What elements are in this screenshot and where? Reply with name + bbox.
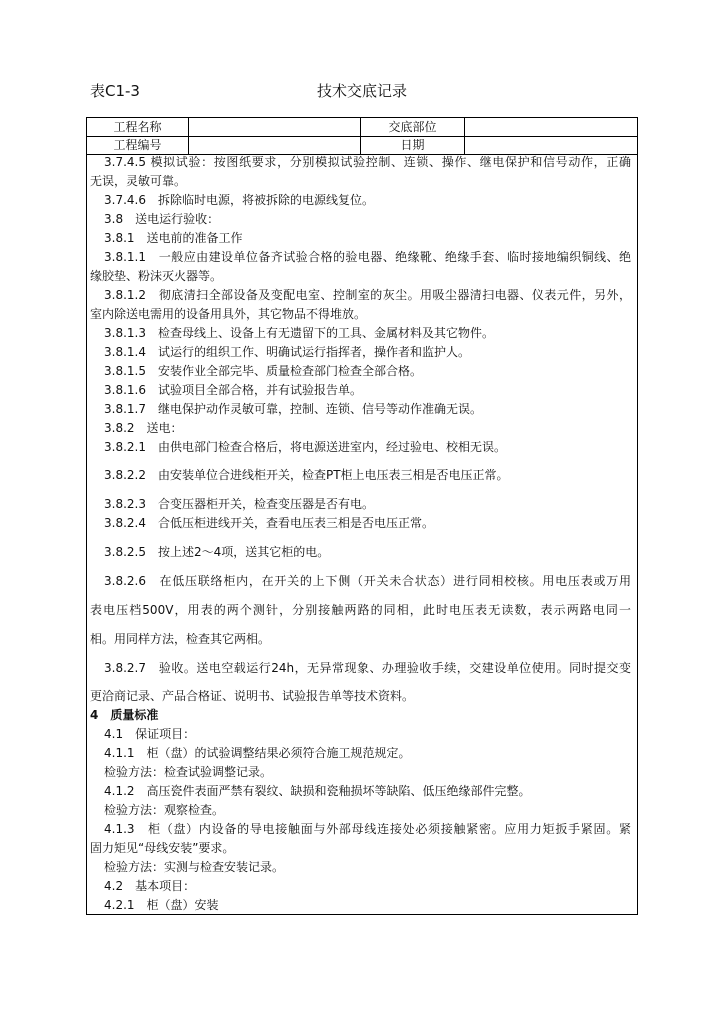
content-line: 3.7.4.6 拆除临时电源，将被拆除的电源线复位。: [104, 193, 374, 207]
content-line: 4.1.2 高压瓷件表面严禁有裂纹、缺损和瓷釉损坏等缺陷、低压绝缘部件完整。: [104, 784, 531, 798]
content-line: 3.8.2.1 由供电部门检查合格后，将电源送进室内，经过验电、校相无误。: [104, 440, 506, 454]
project-no-label: 工程编号: [87, 136, 189, 154]
content-line: 固力矩见“母线安装”要求。: [90, 841, 235, 855]
project-name-label: 工程名称: [87, 118, 189, 136]
header-row-1: [87, 118, 637, 137]
content-line: 3.8.2.6 在低压联络柜内，在开关的上下侧（开关未合状态）进行同相校核。用电压表或万用: [104, 574, 631, 588]
content-line: 室内除送电需用的设备用具外，其它物品不得堆放。: [90, 307, 367, 321]
content-line: 3.8.1.4 试运行的组织工作、明确试运行指挥者，操作者和监护人。: [104, 345, 470, 359]
content-line: 3.8.1.6 试验项目全部合格，并有试验报告单。: [104, 383, 362, 397]
content-line: 检验方法：实测与检查安装记录。: [104, 860, 285, 874]
handover-dept-label: 交底部位: [361, 118, 465, 136]
content-line: 3.8.2.3 合变压器柜开关，检查变压器是否有电。: [104, 497, 374, 511]
project-name-value[interactable]: [189, 118, 361, 136]
content-line: 缘胶垫、粉沫灭火器等。: [90, 269, 223, 283]
content-line: 3.8.2.5 按上述2～4项，送其它柜的电。: [104, 545, 330, 559]
content-line: 4.2.1 柜（盘）安装: [104, 898, 219, 912]
header-row-2: [87, 136, 637, 155]
content-line: 3.8.2.4 合低压柜进线开关，查看电压表三相是否电压正常。: [104, 516, 434, 530]
content-line: 3.8.1.2 彻底清扫全部设备及变配电室、控制室的灰尘。用吸尘器清扫电器、仪表元件，另外，: [104, 288, 631, 302]
content-line: 3.8.2.7 验收。送电空载运行24h，无异常现象、办理验收手续，交建设单位使用。同时提交变: [104, 661, 631, 675]
form-code: 表C1-3: [90, 82, 140, 100]
content-line: 检验方法：观察检查。: [104, 803, 225, 817]
date-label: 日期: [361, 136, 465, 154]
content-line: 3.8.2 送电：: [104, 421, 183, 435]
content-line: 4.1.1 柜（盘）的试验调整结果必须符合施工规范规定。: [104, 746, 411, 760]
content-line: 3.8.1.7 继电保护动作灵敏可靠，控制、连锁、信号等动作准确无误。: [104, 402, 482, 416]
content-line: 3.8.2.2 由安装单位合进线柜开关，检查PT柜上电压表三相是否电压正常。: [104, 468, 509, 482]
content-line: 3.8.1.5 安装作业全部完毕、质量检查部门检查全部合格。: [104, 364, 422, 378]
content-line: 表电压档500V，用表的两个测针，分别接触两路的同相，此时电压表无读数，表示两路电同一: [90, 603, 631, 617]
handover-dept-value[interactable]: [465, 118, 637, 136]
content-line: 4.2 基本项目：: [104, 879, 196, 893]
content-line: 3.8.1 送电前的准备工作: [104, 231, 243, 245]
record-table: [86, 117, 638, 915]
content-line: 3.8.1.3 检查母线上、设备上有无遗留下的工具、金属材料及其它物件。: [104, 326, 494, 340]
content-line: 无误，灵敏可靠。: [90, 174, 187, 188]
section-heading: 4 质量标准: [90, 708, 159, 722]
content-line: 检验方法：检查试验调整记录。: [104, 765, 273, 779]
content-line: 4.1 保证项目：: [104, 727, 196, 741]
content-line: 3.8 送电运行验收：: [104, 212, 220, 226]
page-title: 技术交底记录: [316, 82, 407, 100]
content-line: 更洽商记录、产品合格证、说明书、试验报告单等技术资料。: [90, 689, 415, 703]
content-line: 3.7.4.5 模拟试验：按图纸要求，分别模拟试验控制、连锁、操作、继电保护和信号动作，正确: [104, 155, 631, 169]
content-line: 相。用同样方法，检查其它两相。: [90, 632, 271, 646]
content-line: 4.1.3 柜（盘）内设备的导电接触面与外部母线连接处必须接触紧密。应用力矩扳手紧固。紧: [104, 822, 631, 836]
content-line: 3.8.1.1 一般应由建设单位备齐试验合格的验电器、绝缘靴、绝缘手套、临时接地编织铜线、绝: [104, 250, 631, 264]
date-value[interactable]: [465, 136, 637, 154]
project-no-value[interactable]: [189, 136, 361, 154]
